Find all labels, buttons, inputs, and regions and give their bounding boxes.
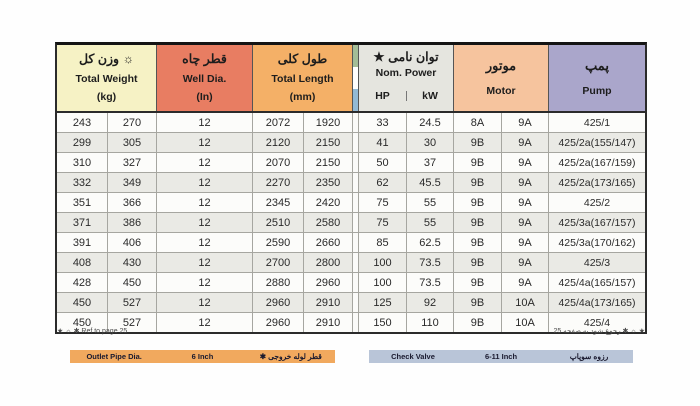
outlet-pipe-label-fa: قطر لوله خروجی ✱ [259, 351, 322, 361]
table-cell-w2: 349 [108, 173, 157, 192]
table-cell-well: 12 [157, 293, 253, 312]
table-cell-hp: 75 [359, 213, 407, 232]
table-cell-m2: 9A [502, 193, 549, 212]
table-cell-well: 12 [157, 253, 253, 272]
table-cell-w2: 450 [108, 273, 157, 292]
table-cell-kw: 55 [407, 193, 454, 212]
table-cell-w1: 450 [57, 293, 108, 312]
table-cell-w2: 430 [108, 253, 157, 272]
table-cell-w2: 327 [108, 153, 157, 172]
table-cell-m1: 9B [454, 273, 502, 292]
table-cell-m1: 9B [454, 173, 502, 192]
table-cell-m1: 9B [454, 193, 502, 212]
table-cell-m2: 9A [502, 173, 549, 192]
table-cell-pump: 425/1 [583, 116, 611, 129]
header-hp: HP [375, 89, 390, 102]
table-cell-kw: 55 [407, 213, 454, 232]
table-cell-w1: 332 [57, 173, 108, 192]
table-row [57, 213, 645, 233]
table-cell-m2: 10A [502, 313, 549, 332]
table-cell-l2: 1920 [304, 113, 353, 132]
header-pump-en: Pump [582, 85, 612, 98]
table-cell-well: 12 [157, 153, 253, 172]
table-cell-l1: 2700 [253, 253, 304, 272]
table-cell-l1: 2072 [253, 113, 304, 132]
header-nom-power-en: Nom. Power [375, 66, 437, 79]
table-row [57, 273, 645, 293]
pump-spec-table [55, 42, 647, 334]
header-total-weight-fa: ☼ وزن کل [78, 52, 135, 67]
header-total-weight-en: Total Weight [75, 72, 138, 85]
table-cell-kw: 62.5 [407, 233, 454, 252]
header-total-length-unit: (mm) [289, 91, 316, 104]
table-cell-l2: 2150 [304, 153, 353, 172]
table-cell-pump: 425/2a(167/159) [558, 156, 636, 169]
table-cell-kw: 37 [407, 153, 454, 172]
table-row [57, 193, 645, 213]
table-cell-m2: 9A [502, 113, 549, 132]
header-well-dia-unit: (In) [196, 91, 213, 104]
table-cell-m2: 9A [502, 253, 549, 272]
header-total-weight [57, 45, 157, 111]
table-cell-kw: 30 [407, 133, 454, 152]
table-row [57, 113, 645, 133]
header-motor-fa: موتور [485, 58, 517, 74]
table-cell-pump: 425/4 [583, 316, 611, 329]
table-cell-hp: 41 [359, 133, 407, 152]
table-cell-kw: 45.5 [407, 173, 454, 192]
table-cell-w2: 386 [108, 213, 157, 232]
table-cell-hp: 50 [359, 153, 407, 172]
table-cell-pump: 425/3 [583, 256, 611, 269]
table-cell-pump: 425/2a(173/165) [558, 176, 636, 189]
table-cell-hp: 100 [359, 253, 407, 272]
table-cell-w1: 391 [57, 233, 108, 252]
table-row [57, 253, 645, 273]
table-cell-w1: 408 [57, 253, 108, 272]
header-pump [549, 45, 645, 111]
spacer-white-segment [353, 67, 358, 89]
table-cell-pump: 425/3a(167/157) [558, 216, 636, 229]
table-cell-well: 12 [157, 273, 253, 292]
table-cell-hp: 75 [359, 193, 407, 212]
table-cell-l2: 2910 [304, 313, 353, 332]
table-row [57, 233, 645, 253]
table-row [57, 133, 645, 153]
table-cell-hp: 85 [359, 233, 407, 252]
table-cell-well: 12 [157, 173, 253, 192]
table-cell-kw: 24.5 [407, 113, 454, 132]
table-cell-l1: 2120 [253, 133, 304, 152]
table-cell-l1: 2070 [253, 153, 304, 172]
table-cell-kw: 73.5 [407, 273, 454, 292]
table-cell-l1: 2590 [253, 233, 304, 252]
table-cell-kw: 110 [407, 313, 454, 332]
table-cell-w1: 450 [57, 313, 108, 332]
table-cell-m2: 9A [502, 233, 549, 252]
check-valve-label: Check Valve [391, 351, 435, 361]
table-cell-m2: 9A [502, 133, 549, 152]
table-row [57, 173, 645, 193]
table-cell-m1: 9B [454, 313, 502, 332]
header-pump-fa: پمپ [585, 58, 609, 74]
header-nom-power [359, 45, 454, 111]
check-valve-label-fa: رزوه سوپاپ [569, 351, 609, 361]
table-cell-m1: 9B [454, 233, 502, 252]
footnote-row [57, 328, 645, 335]
header-well-dia-en: Well Dia. [182, 72, 227, 85]
table-cell-m1: 9B [454, 253, 502, 272]
footnote-en: ★ ☼ ✱ Ref to page 25 [57, 328, 128, 335]
footnote-fa: ★ ☼ ✱ رجوع شود به صفحه 25 [553, 328, 645, 335]
table-cell-l1: 2510 [253, 213, 304, 232]
table-cell-l2: 2960 [304, 273, 353, 292]
spacer-green-segment [353, 45, 358, 67]
header-nom-power-fa: توان نامی ★ [373, 50, 439, 64]
outlet-pipe-value: 6 Inch [191, 351, 214, 361]
table-cell-hp: 150 [359, 313, 407, 332]
spacer-blue-segment [353, 89, 358, 111]
table-cell-well: 12 [157, 313, 253, 332]
table-cell-pump: 425/2a(155/147) [558, 136, 636, 149]
header-total-weight-unit: (kg) [96, 91, 117, 104]
table-cell-hp: 100 [359, 273, 407, 292]
table-header [57, 45, 645, 113]
header-total-length-en: Total Length [271, 72, 334, 85]
table-cell-m1: 9B [454, 153, 502, 172]
table-cell-l2: 2350 [304, 173, 353, 192]
table-cell-w2: 366 [108, 193, 157, 212]
table-cell-w1: 428 [57, 273, 108, 292]
table-cell-well: 12 [157, 233, 253, 252]
header-well-dia-fa: قطر چاه [182, 52, 227, 67]
table-cell-w2: 406 [108, 233, 157, 252]
table-cell-m1: 8A [454, 113, 502, 132]
table-cell-pump: 425/3a(170/162) [558, 236, 636, 249]
table-cell-w2: 305 [108, 133, 157, 152]
table-row [57, 293, 645, 313]
table-body [57, 113, 645, 332]
table-cell-l1: 2880 [253, 273, 304, 292]
table-cell-m1: 9B [454, 213, 502, 232]
table-cell-l2: 2420 [304, 193, 353, 212]
outlet-pipe-bar [70, 350, 335, 363]
table-cell-w1: 351 [57, 193, 108, 212]
header-motor [454, 45, 549, 111]
table-cell-w1: 371 [57, 213, 108, 232]
table-cell-l2: 2910 [304, 293, 353, 312]
table-cell-w2: 527 [108, 313, 157, 332]
check-valve-bar [369, 350, 633, 363]
table-cell-hp: 125 [359, 293, 407, 312]
table-cell-kw: 92 [407, 293, 454, 312]
table-cell-well: 12 [157, 133, 253, 152]
table-cell-l1: 2345 [253, 193, 304, 212]
table-cell-kw: 73.5 [407, 253, 454, 272]
table-cell-well: 12 [157, 113, 253, 132]
header-kw: kW [406, 91, 453, 102]
table-cell-w1: 243 [57, 113, 108, 132]
table-cell-l2: 2800 [304, 253, 353, 272]
table-cell-l1: 2960 [253, 313, 304, 332]
check-valve-value: 6-11 Inch [484, 351, 518, 361]
table-cell-m2: 10A [502, 293, 549, 312]
table-cell-l2: 2660 [304, 233, 353, 252]
header-motor-en: Motor [486, 85, 516, 98]
table-cell-well: 12 [157, 193, 253, 212]
header-total-length [253, 45, 353, 111]
table-row [57, 153, 645, 173]
header-total-length-fa: طول کلی [277, 52, 328, 67]
table-cell-w1: 299 [57, 133, 108, 152]
table-cell-pump: 425/4a(173/165) [558, 296, 636, 309]
table-cell-m2: 9A [502, 153, 549, 172]
table-cell-m1: 9B [454, 133, 502, 152]
table-cell-w1: 310 [57, 153, 108, 172]
table-cell-well: 12 [157, 213, 253, 232]
table-cell-pump: 425/4a(165/157) [558, 276, 636, 289]
table-cell-w2: 527 [108, 293, 157, 312]
table-cell-m2: 9A [502, 273, 549, 292]
power-subheader [359, 81, 453, 111]
table-cell-pump: 425/2 [583, 196, 611, 209]
table-cell-m2: 9A [502, 213, 549, 232]
header-well-dia [157, 45, 253, 111]
table-cell-l1: 2960 [253, 293, 304, 312]
table-cell-l2: 2150 [304, 133, 353, 152]
table-cell-hp: 33 [359, 113, 407, 132]
table-cell-l2: 2580 [304, 213, 353, 232]
outlet-pipe-label: Outlet Pipe Dia. [86, 351, 142, 361]
table-cell-l1: 2270 [253, 173, 304, 192]
table-cell-w2: 270 [108, 113, 157, 132]
table-cell-hp: 62 [359, 173, 407, 192]
table-cell-m1: 9B [454, 293, 502, 312]
